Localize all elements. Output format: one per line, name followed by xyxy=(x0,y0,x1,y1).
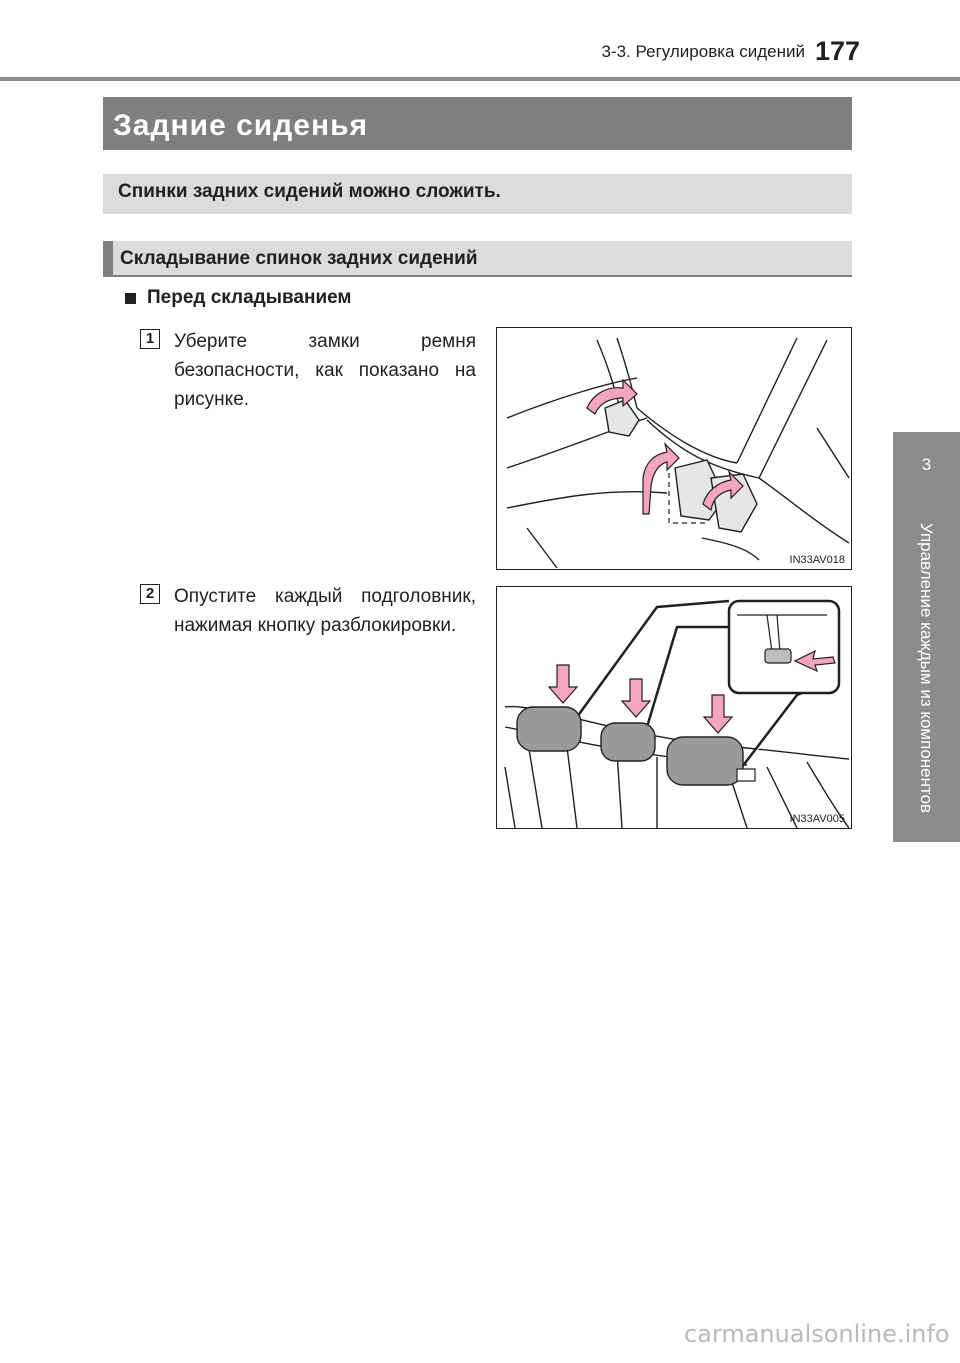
figure-code-1: IN33AV018 xyxy=(789,554,845,566)
step-number-1: 1 xyxy=(140,329,160,349)
figure-headrests xyxy=(496,586,852,829)
section-title: Задние сиденья xyxy=(113,109,369,142)
header-rule xyxy=(0,77,960,81)
bullet-heading: Перед складыванием xyxy=(147,287,352,308)
step-text-2: Опустите каждый подголовник, нажимая кнопку разблокировки. xyxy=(174,586,476,636)
running-header-section: 3-3. Регулировка сидений xyxy=(601,42,805,61)
bullet-square-icon xyxy=(125,293,136,304)
subheading-rule xyxy=(103,275,852,277)
step-text-1: Уберите замки ремня безопасности, как показано на рисунке. xyxy=(174,331,476,410)
lead-text: Спинки задних сидений можно сложить. xyxy=(118,181,501,202)
headrest-release-illustration xyxy=(497,587,851,828)
chapter-tab-title: Управление каждым из компонентов xyxy=(917,522,936,814)
figure-seatbelt-buckles xyxy=(496,327,852,570)
chapter-tab-number: 3 xyxy=(921,455,932,474)
subheading-text: Складывание спинок задних сидений xyxy=(120,248,478,269)
figure-code-2: IN33AV005 xyxy=(789,813,845,825)
watermark-text: carmanualsonline.info xyxy=(684,1320,950,1348)
page-number: 177 xyxy=(815,36,861,66)
step-number-2: 2 xyxy=(140,584,160,604)
seatbelt-buckle-illustration xyxy=(497,328,851,569)
